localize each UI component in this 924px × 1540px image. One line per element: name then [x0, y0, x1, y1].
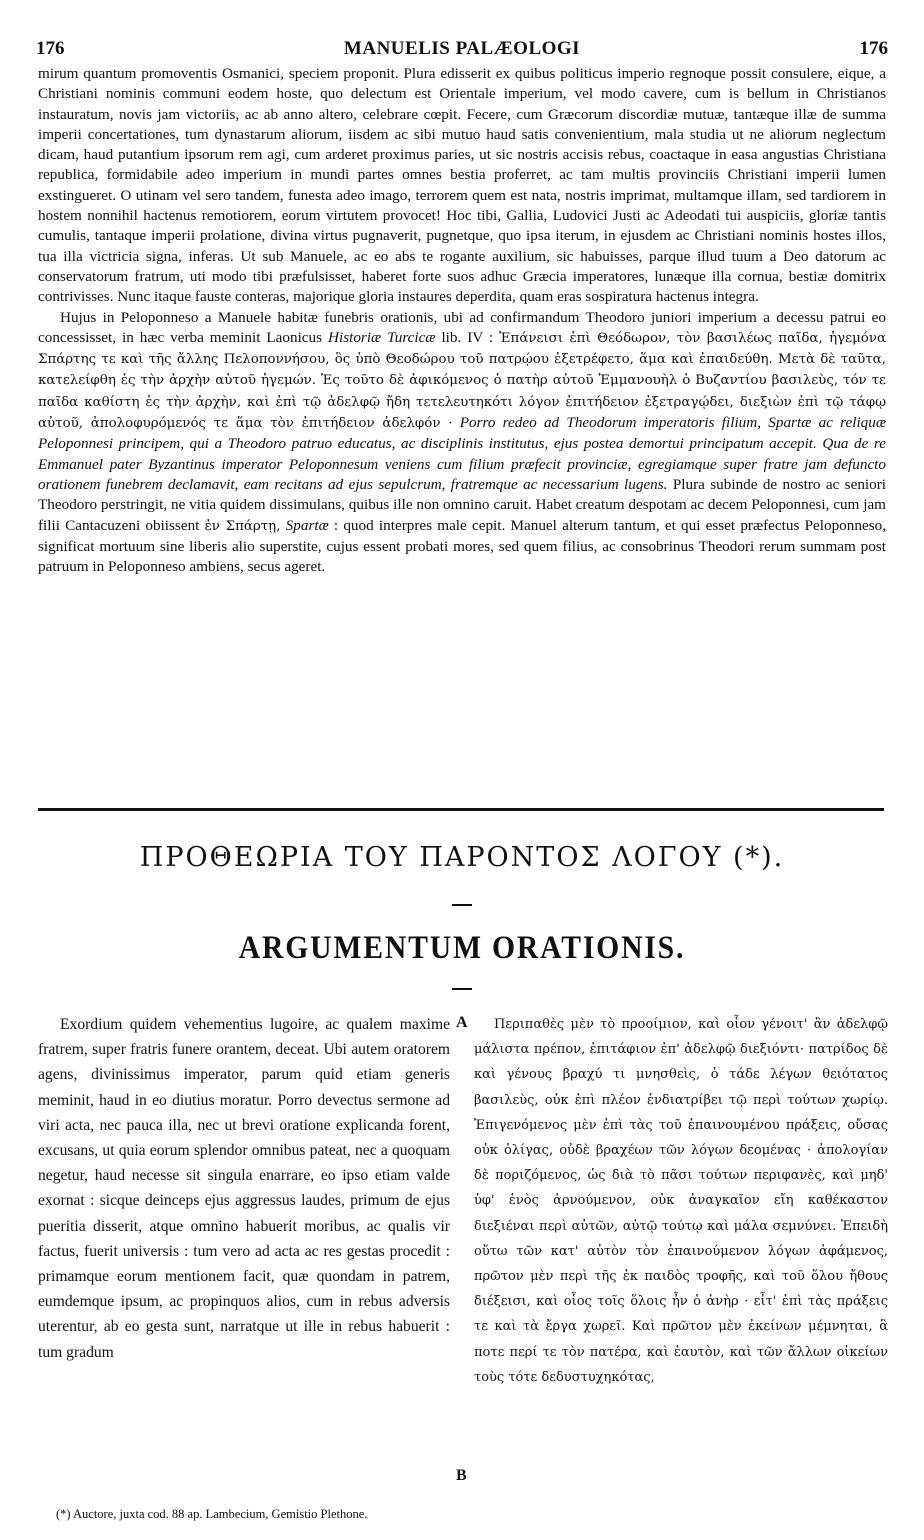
- latin-argument: Exordium quidem vehementius lugoire, ac qualem maxime fratrem, super fratris funere orantem, deceat. Ubi autem oratorem agens, divinissimus imperator, parum quid etiam generis meminit, haud in eo diutius moratur. Porro devectus sermone ad viri acta, nec pauca illa, nec ut brevi oratione explicanda forent, excusans, ut quia eorum splendor omnibus pateat, nec a quoquam negetur, haud necesse sit singula enarrare, eo ipso etiam valde exornat : sicque deinceps ejus aggressus laudes, primum de ejus pueritia disserit, atque omnino habuerit moribus, ac qualis vir factus, fuerit universis : tum vero ad acta ac res gestas procedit : primamque eorum mentionem facit, quæ quondam in patrem, eumdemque ipsum, ac propinquos alios, cum in rebus adversis uterentur, ab eo gesta sunt, narratque ut ille in rebus habuerit : tum gradum: [38, 1016, 450, 1361]
- greek-column: [474, 1012, 888, 1390]
- section-divider: [38, 808, 884, 811]
- running-title: MANUELIS PALÆOLOGI: [343, 38, 581, 59]
- title-dash: [452, 988, 472, 990]
- book-reference: lib. IV :: [441, 328, 494, 346]
- commentary-paragraph-2: [38, 308, 886, 578]
- commentary-continuation: Plura subinde de nostro ac seniori Theodoro perstringit, ne vitia quidem dissimulans, quibus ille non omnino caruit. Habet creatum despotam ac decem Peloponnesi, cum jam filii Cantacuzeni obiissent: [38, 475, 886, 534]
- running-header: [36, 38, 888, 64]
- page-number-left: 176: [36, 38, 65, 59]
- work-reference: Historiæ Turcicæ: [328, 328, 436, 346]
- greek-argument: Περιπαθὲς μὲν τὸ προοίμιον, καὶ οἷον γένοιτ' ἂν ἀδελφῷ μάλιστα πρέπον, ἐπιτάφιον ἐπ' ἀδελφῷ διεξιόντι· πατρίδος δὲ καὶ γένους βραχύ τι μνησθεὶς, ὁ τάδε λέγων θειότατος βασιλεὺς, οὐκ ἐπὶ πλέον ἐνδιατρίβει τῷ περὶ τούτων χωρίῳ. Ἐπιγενόμενος μὲν ἐπὶ τὰς τοῦ ἐπαινουμένου πράξεις, οὔσας οὐκ ὀλίγας, οὐδὲ βραχέων τῶν λόγων δεομένας · ἀπολογίαν δὲ ποριζόμενος, ὡς διὰ τὸ πᾶσι τούτων περιφανὲς, καὶ μηδ' ὑφ' ἑνὸς ἀρνούμενον, οὐκ ἀναγκαῖον εἴη καθέκαστον διεξιέναι περὶ αὐτῶν, αὐτῷ τούτῳ καὶ μάλα σεμνύνει. Ἐπειδὴ οὕτω τῶν κατ' αὐτὸν τὸν ἐπαινούμενον λόγων ἀφάμενος, πρῶτον μὲν περὶ τῆς ἐκ παιδὸς τροφῆς, καὶ τοῦ ὅλου ἤθους διέξεισι, καὶ οἷος τοῖς ὅλοις ἦν ὁ ἀνὴρ · εἶτ' ἐπὶ τὰς πράξεις τε καὶ τὰ ἔργα χωρεῖ. Καὶ πρῶτον μὲν ἐκείνων μέμνηται, ἃ ποτε περί τε τὸν πατέρα, καὶ ἑαυτὸν, καὶ τῶν ἄλλων οἰκείων τοὺς τότε δεδυστυχηκότας,: [474, 1017, 888, 1385]
- greek-quotation: Ἐπάνεισι ἐπὶ Θεόδωρον, τὸν βασιλέως παῖδα, ἡγεμόνα Σπάρτης τε καὶ τῆς ἄλλης Πελοποννήσου, ὃς ὑπὸ Θεοδώρου τοῦ πατρῴου ἐξετρέφετο, ἅμα καὶ ἐπαιδεύθη. Μετὰ δὲ ταῦτα, κατελείφθη ἐς τὴν ἀρχὴν αὐτοῦ ἡγεμών. Ἐς τοῦτο δὲ ἀφικόμενος ὁ πατὴρ αὐτοῦ Ἐμμανουὴλ ὁ Βυζαντίου βασιλεὺς, τόν τε παῖδα καθίστη ἐς τὴν ἀρχὴν, καὶ ἐπὶ τῷ ἀδελφῷ ἤδη τετελευτηκότι λόγον ἐπιτήδειον ἐξετραγῴδει, διεξιὼν ἐπὶ τῷ τάφῳ αὐτοῦ, ἀπολοφυρόμενός τε ἅμα τὸν ἐπιτήδειον ἀδελφόν ·: [38, 330, 887, 432]
- title-dash: [452, 904, 472, 906]
- latin-column: [38, 1012, 450, 1365]
- latin-translation: Porro redeo ad Theodorum imperatoris filium, Spartæ ac reliquæ Peloponnesi principem, qui a Theodoro patruo educatus, ac disciplinis institutus, ejus postea demortui principatum accepit. Qua de re Emmanuel pater Byzantinus imperator Peloponnesum veniens cum filium præfecit provinciæ, egregiamque super fratre jam defuncto orationem funebrem declamavit, eam recitans ad ejus sepulcrum, fratremque ac necessarium lugens.: [38, 414, 886, 493]
- laonicus-intro: Hujus in Peloponneso a Manuele habitæ funebris orationis, ubi ad confirmandum Theodoro juniori imperium a decessu patrui eo concessisset, in hæc verba meminit Laonicus: [38, 308, 886, 346]
- commentary-end: : quod interpres male cepit. Manuel alterum tantum, et qui esset præfectus Peloponneso, significat mortuum sine liberis alio superstite, cujus essent probati mores, sed quem filius, ac consobrinus Theodori rerum summam post patruum in Peloponneso ambiens, secus ageret.: [38, 516, 887, 576]
- latin-sparta: Spartæ: [285, 516, 329, 534]
- page-number-right: 176: [859, 38, 888, 59]
- greek-sparta: ἐν Σπάρτῃ,: [204, 518, 281, 534]
- latin-section-title: ARGUMENTUM ORATIONIS.: [238, 930, 686, 966]
- margin-letter-b: B: [456, 1467, 467, 1484]
- commentary-paragraph-1: mirum quantum promoventis Osmanici, speciem proponit. Plura edisserit ex quibus politicus imperio regnoque possit consulere, eique, a Christiani nominis communi eodem hoste, quo delectum est Orientale imperium, vel modo cavere, cum is bellum in Christianos instauratum, novis jam victoriis, ac ab anno altero, celebrare cœpit. Fecere, cum Græcorum discordiæ mutuæ, tantæque illæ de summa imperii concertationes, tum dynastarum aliorum, iisdem ac sibi mutuo haud satis convenientium, mala studia ut ne aliorum neglectum dicam, haud putantium ipsorum rem agi, cum arderet proximus paries, ut sic nostris accisis rebus, coactaque in easa angustias Christiana republica, formidabile adeo imperium in mundi partes omnes bestia proferret, ac tam multis provinciis Christiani imperii lumen exstingueret. O utinam vel sero tandem, funesta adeo imago, terrorem quem est nata, nostris imprimat, multamque illam, sed tardiorem in hostem nonnihil hactenus remotiorem, eorum virtutem provocet! Hoc tibi, Gallia, Ludovici Justi ac Adeodati tui auspiciis, gloriæ tantis cumulis, tantaque imperii prolatione, divina virtus pugnaverit, pugnetque, quo ipsa iterum, in ejusdem ac Christiani nominis hostes illos, tua illa victricia signa, inferas. Ut sub Manuele, ac eo abs te rogante auxilium, sic habuisses, parque illud tuum a Deo datorum ac conservatorum fratrum, uti modo tibi præfulsisset, haberet forte suos adhuc Græcia imperatores, lunæque illa cornua, bestiæ domitrix contrivisses. Nunc itaque fauste conteras, majorique gloria instaures deperdita, quam eras sospiratura hactenus integra.: [38, 65, 886, 306]
- margin-letter-a: A: [456, 1014, 468, 1031]
- commentary-text: [38, 64, 886, 577]
- greek-section-title: ΠΡΟΘΕΩΡΙΑ ΤΟΥ ΠΑΡΟΝΤΟΣ ΛΟΓΟΥ (*).: [139, 842, 785, 873]
- footnote: (*) Auctore, juxta cod. 88 ap. Lambecium, Gemistio Plethone.: [56, 1507, 368, 1521]
